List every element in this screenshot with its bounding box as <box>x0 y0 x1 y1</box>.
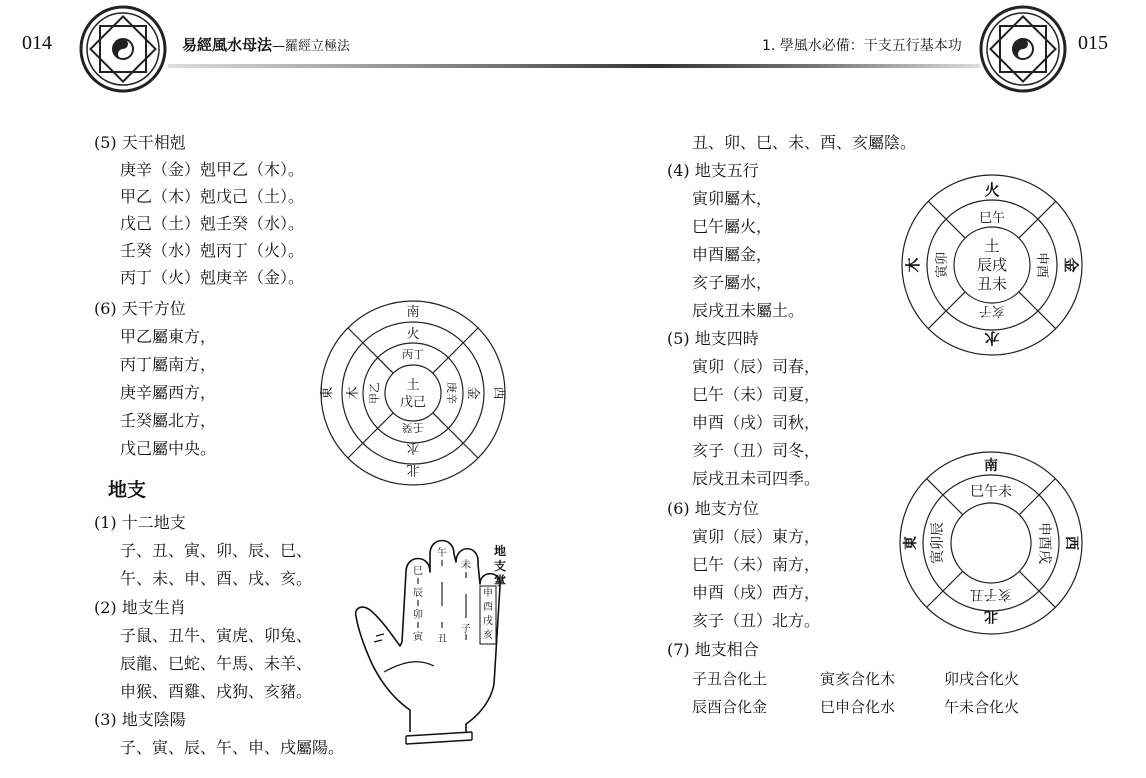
palm-char: 寅 <box>413 632 423 643</box>
tiangan-direction-diagram <box>318 298 508 488</box>
text-line: 亥子（丑）北方。 <box>692 611 821 630</box>
dizhi-wuxing-diagram <box>900 173 1084 357</box>
combination-item: 子丑合化土 <box>692 670 768 688</box>
text-line: 丑、卯、巳、未、酉、亥屬陰。 <box>692 133 917 152</box>
header-rule <box>168 64 980 68</box>
text-line: 庚辛屬西方， <box>120 383 217 402</box>
text-line: 戊己（土）剋壬癸（水）。 <box>120 214 305 233</box>
text-line: 壬癸屬北方， <box>120 411 217 430</box>
section-dizhi-sishi-title: (5) 地支四時 <box>667 329 759 348</box>
combination-item: 巳申合化水 <box>820 698 896 716</box>
center-label: 土 <box>984 237 1000 255</box>
right-page-number: 015 <box>1078 32 1108 54</box>
palm-char: 午 <box>437 548 447 559</box>
section-dizhi-wuxing-title: (4) 地支五行 <box>667 161 759 180</box>
middle-bottom-label: 水 <box>406 440 420 455</box>
middle-top-label: 火 <box>406 327 420 342</box>
text-line: 丙丁屬南方， <box>120 355 217 374</box>
combination-item: 卯戌合化火 <box>944 670 1020 688</box>
text-line: 子鼠、丑牛、寅虎、卯兔、 <box>120 626 313 645</box>
palm-char: 酉 <box>483 602 493 613</box>
text-line: 子、寅、辰、午、申、戌屬陽。 <box>120 738 345 757</box>
outer-right-label: 金 <box>1062 257 1080 273</box>
palm-char: 子 <box>461 624 471 635</box>
text-line: 巳午（未）司夏， <box>692 385 821 404</box>
text-line: 寅卯（辰）東方， <box>692 527 821 546</box>
text-line: 寅卯屬木， <box>692 189 773 208</box>
text-line: 亥子屬水， <box>692 273 773 292</box>
text-line: 亥子（丑）司冬， <box>692 441 821 460</box>
inner-right-label: 申酉戌 <box>1036 522 1052 564</box>
inner-right-label: 申酉 <box>1034 251 1049 279</box>
right-emblem-icon <box>978 4 1068 94</box>
right-header-title: 1. 學風水必備：干支五行基本功 <box>762 38 962 54</box>
inner-top-label: 丙丁 <box>402 348 424 361</box>
left-header-subtitle: —羅經立極法 <box>272 39 351 54</box>
left-header-title: 易經風水母法 <box>182 36 273 54</box>
section-shier-dizhi-title: (1) 十二地支 <box>94 513 186 532</box>
middle-right-label: 金 <box>465 386 480 400</box>
inner-left-label: 甲乙 <box>368 382 381 404</box>
palm-char: 亥 <box>483 630 493 641</box>
text-line: 辰戌丑未屬土。 <box>692 301 805 320</box>
outer-left-label: 東 <box>320 386 335 400</box>
inner-right-label: 庚辛 <box>445 382 458 404</box>
combination-item: 午未合化火 <box>944 698 1020 716</box>
palm-char: 戌 <box>483 616 493 627</box>
middle-left-label: 木 <box>346 386 361 400</box>
inner-top-label: 巳午 <box>978 211 1006 226</box>
outer-left-label: 東 <box>903 536 919 550</box>
text-line: 寅卯（辰）司春， <box>692 357 821 376</box>
text-line: 庚辛（金）剋甲乙（木）。 <box>120 160 305 179</box>
palm-char: 丑 <box>437 634 447 645</box>
outer-bottom-label: 北 <box>984 608 998 624</box>
center-label: 土 <box>406 378 420 393</box>
text-line: 甲乙屬東方， <box>120 327 217 346</box>
inner-left-label: 寅卯 <box>935 251 950 279</box>
inner-top-label: 巳午未 <box>970 484 1012 500</box>
text-line: 戊己屬中央。 <box>120 439 217 458</box>
text-line: 申酉（戌）西方， <box>692 583 821 602</box>
text-line: 申酉屬金， <box>692 245 773 264</box>
palm-diagram-label: 地支掌 <box>494 544 507 588</box>
center-label: 戊己 <box>399 395 427 410</box>
combination-item: 寅亥合化木 <box>820 670 896 688</box>
text-line: 辰戌丑未司四季。 <box>692 469 821 488</box>
dizhi-direction-diagram <box>898 450 1084 636</box>
outer-right-label: 西 <box>1063 536 1079 550</box>
text-line: 申酉（戌）司秋， <box>692 413 821 432</box>
inner-bottom-label: 亥子丑 <box>970 586 1012 602</box>
text-line: 申猴、酉雞、戌狗、亥豬。 <box>120 682 313 701</box>
outer-top-label: 南 <box>984 458 998 474</box>
inner-left-label: 寅卯辰 <box>930 522 946 564</box>
palm-char: 未 <box>461 560 471 571</box>
left-page-number: 014 <box>22 32 52 54</box>
palm-char: 卯 <box>413 610 423 621</box>
text-line: 甲乙（木）剋戊己（土）。 <box>120 187 305 206</box>
text-line: 丙丁（火）剋庚辛（金）。 <box>120 268 305 287</box>
section-tiangan-fangwei-title: (6) 天干方位 <box>94 299 186 318</box>
palm-char: 辰 <box>413 588 423 599</box>
text-line: 辰龍、巳蛇、午馬、未羊、 <box>120 654 313 673</box>
section-dizhi-yinyang-title: (3) 地支陰陽 <box>94 710 186 729</box>
section-dizhi-shengxiao-title: (2) 地支生肖 <box>94 598 186 617</box>
inner-bottom-label: 壬癸 <box>402 421 424 434</box>
text-line: 壬癸（水）剋丙丁（火）。 <box>120 241 305 260</box>
palm-char: 申 <box>483 588 493 599</box>
combination-item: 辰酉合化金 <box>692 698 768 716</box>
text-line: 巳午（未）南方， <box>692 555 821 574</box>
text-line: 巳午屬火， <box>692 217 773 236</box>
outer-top-label: 火 <box>984 181 1000 199</box>
outer-bottom-label: 水 <box>984 329 1000 347</box>
inner-bottom-label: 亥子 <box>978 303 1006 318</box>
outer-left-label: 木 <box>904 257 922 273</box>
section-dizhi-fangwei-title: (6) 地支方位 <box>667 499 759 518</box>
outer-right-label: 西 <box>491 386 506 400</box>
section-tiangan-xiangke-title: (5) 天干相剋 <box>94 133 186 152</box>
center-label: 辰戌 <box>976 256 1008 274</box>
palm-char: 巳 <box>413 566 423 577</box>
dizhi-heading: 地支 <box>108 479 147 501</box>
outer-top-label: 南 <box>406 305 420 320</box>
left-emblem-icon <box>78 4 168 94</box>
center-label: 丑未 <box>976 275 1008 293</box>
text-line: 子、丑、寅、卯、辰、巳、 <box>120 541 313 560</box>
text-line: 午、未、申、酉、戌、亥。 <box>120 569 313 588</box>
outer-bottom-label: 北 <box>406 462 420 477</box>
section-dizhi-xianghe-title: (7) 地支相合 <box>667 640 759 659</box>
